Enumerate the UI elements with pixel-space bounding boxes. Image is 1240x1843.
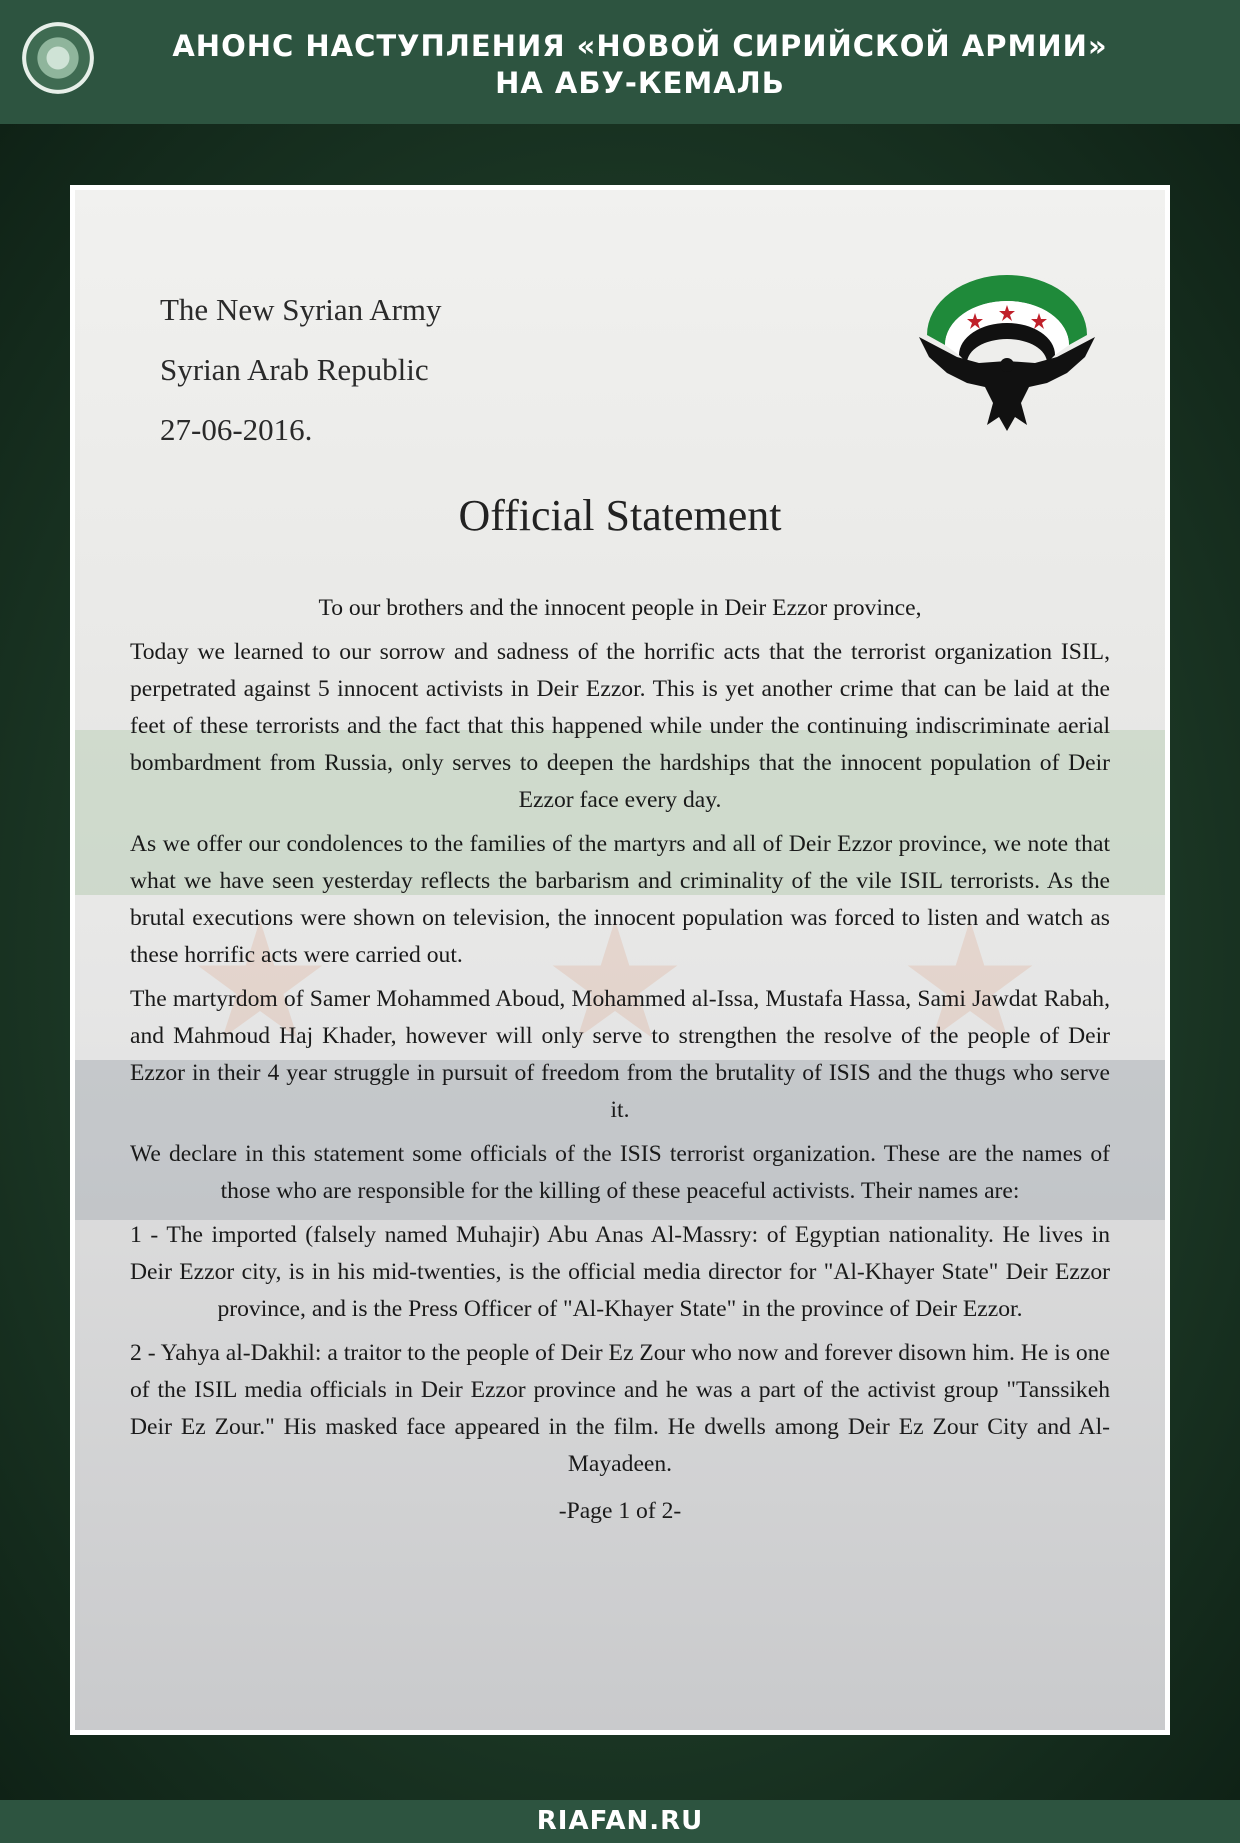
statement-document xyxy=(70,185,1170,1735)
header-title-line1: АНОНС НАСТУПЛЕНИЯ «НОВОЙ СИРИЙСКОЙ АРМИИ» xyxy=(172,29,1108,63)
page-number: -Page 1 of 2- xyxy=(558,1498,682,1524)
statement-body xyxy=(130,590,1110,1530)
list-item: 1 - The imported (falsely named Muhajir) Abu Anas Al-Massry: of Egyptian nationality. He lives in Deir Ezzor city, is in his mid-twenties, is the official media director for "Al-Khayer State" Deir Ezzor province, and is the Press Officer of "Al-Khayer State" in the province of Deir Ezzor. xyxy=(130,1222,1110,1322)
header-bar xyxy=(0,0,1240,124)
sender-country: Syrian Arab Republic xyxy=(160,352,429,387)
statement-title: Official Statement xyxy=(458,491,782,540)
paragraph: Today we learned to our sorrow and sadness of the horrific acts that the terrorist organization ISIL, perpetrated against 5 innocent activists in Deir Ezzor. This is yet another crime that can be laid at the feet of these terrorists and the fact that this happened while under the continuing indiscriminate aerial bombardment from Russia, only serves to deepen the hardships that the innocent population of Deir Ezzor face every day. xyxy=(130,639,1110,813)
eagle-with-syrian-flag-emblem-icon xyxy=(917,275,1097,435)
globe-logo-icon xyxy=(22,22,94,94)
header-title-line2: НА АБУ-КЕМАЛЬ xyxy=(495,66,785,100)
statement-date: 27-06-2016. xyxy=(160,412,313,447)
sender-block xyxy=(160,280,442,460)
sender-org: The New Syrian Army xyxy=(160,292,442,327)
paragraph: As we offer our condolences to the families of the martyrs and all of Deir Ezzor province, we note that what we have seen yesterday reflects the barbarism and criminality of the vile ISIL terrorists. As the brutal executions were shown on television, the innocent population was forced to listen and watch as these horrific acts were carried out. xyxy=(130,831,1110,968)
list-item: 2 - Yahya al-Dakhil: a traitor to the people of Deir Ez Zour who now and forever disown him. He is one of the ISIL media officials in Deir Ezzor province and he was a part of the activist group "Tanssikeh Deir Ez Zour." His masked face appeared in the film. He dwells among Deir Ez Zour City and Al-Mayadeen. xyxy=(130,1340,1110,1477)
paragraph: We declare in this statement some officials of the ISIS terrorist organization. These are the names of those who are responsible for the killing of these peaceful activists. Their names are: xyxy=(130,1141,1110,1204)
header-title xyxy=(110,28,1170,102)
paragraph: The martyrdom of Samer Mohammed Aboud, Mohammed al-Issa, Mustafa Hassa, Sami Jawdat Rabah, and Mahmoud Haj Khader, however will only serve to strengthen the resolve of the people of Deir Ezzor in their 4 year struggle in pursuit of freedom from the brutality of ISIS and the thugs who serve it. xyxy=(130,986,1110,1123)
greeting: To our brothers and the innocent people in Deir Ezzor province, xyxy=(318,595,922,621)
footer-bar xyxy=(0,1800,1240,1843)
site-name: RIAFAN.RU xyxy=(536,1806,704,1836)
